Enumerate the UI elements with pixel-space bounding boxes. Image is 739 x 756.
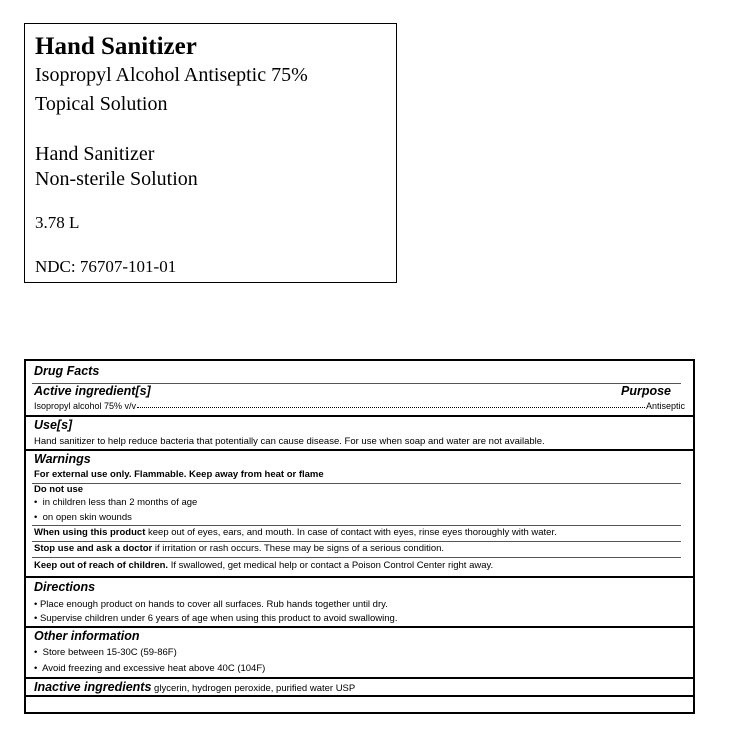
divider: [26, 677, 693, 679]
drug-facts-title: Drug Facts: [34, 364, 100, 378]
product-label: [24, 23, 397, 283]
divider: [32, 541, 681, 542]
inactive-ingredients: Inactive ingredients glycerin, hydrogen peroxide, purified water USP: [34, 680, 356, 694]
product-ndc: NDC: 76707-101-01: [35, 257, 177, 276]
active-ingredient-row: [34, 401, 685, 411]
product-title: Hand Sanitizer: [35, 33, 197, 60]
do-not-use-item: • on open skin wounds: [34, 512, 132, 523]
divider: [26, 626, 693, 628]
purpose: Antiseptic: [645, 401, 685, 411]
divider: [26, 576, 693, 578]
product-volume: 3.78 L: [35, 213, 80, 232]
active-ingredient-heading: Active ingredient[s]: [34, 384, 151, 398]
drug-facts-panel: [24, 359, 695, 714]
direction-item: • Place enough product on hands to cover all surfaces. Rub hands together until dry.: [34, 599, 388, 610]
keep-out: Keep out of reach of children. If swallowed, get medical help or contact a Poison Control Center right away.: [34, 560, 494, 571]
divider: [32, 557, 681, 558]
divider: [32, 483, 681, 484]
divider: [32, 525, 681, 526]
active-ingredient: Isopropyl alcohol 75% v/v: [34, 401, 137, 411]
uses-heading: Use[s]: [34, 418, 73, 432]
product-type: Non-sterile Solution: [35, 168, 198, 190]
other-info-item: • Store between 15-30C (59-86F): [34, 647, 177, 658]
directions-heading: Directions: [34, 580, 96, 594]
warning-external: For external use only. Flammable. Keep away from heat or flame: [34, 469, 324, 480]
purpose-heading: Purpose: [620, 384, 671, 398]
other-info-item: • Avoid freezing and excessive heat above 40C (104F): [34, 663, 266, 674]
stop-use: Stop use and ask a doctor if irritation or rash occurs. These may be signs of a serious condition.: [34, 543, 445, 554]
when-using: When using this product keep out of eyes, ears, and mouth. In case of contact with eyes, rinse eyes thoroughly with water.: [34, 527, 557, 538]
uses-text: Hand sanitizer to help reduce bacteria that potentially can cause disease. For use when soap and water are not available.: [34, 436, 545, 447]
direction-item: • Supervise children under 6 years of age when using this product to avoid swallowing.: [34, 613, 398, 624]
product-subtitle: Isopropyl Alcohol Antiseptic 75%: [35, 64, 308, 86]
divider: [26, 695, 693, 697]
warnings-heading: Warnings: [34, 452, 91, 466]
product-name: Hand Sanitizer: [35, 143, 155, 165]
divider: [26, 415, 693, 417]
do-not-use-heading: Do not use: [34, 484, 84, 495]
product-subtitle-2: Topical Solution: [35, 93, 168, 115]
other-info-heading: Other information: [34, 629, 140, 643]
divider: [26, 449, 693, 451]
dot-leader: [137, 401, 645, 408]
do-not-use-item: • in children less than 2 months of age: [34, 497, 198, 508]
